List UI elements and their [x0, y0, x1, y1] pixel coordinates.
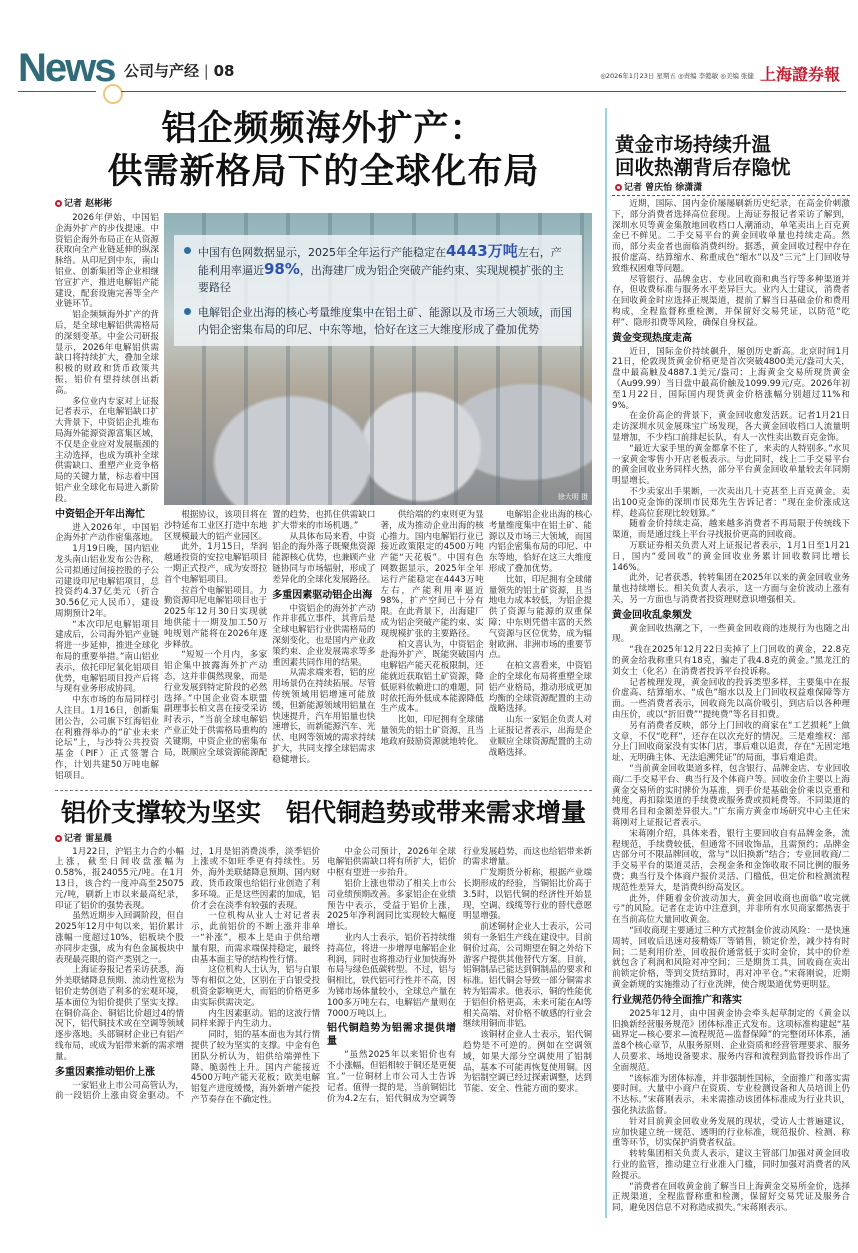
section-name: 公司与产经 [124, 62, 200, 80]
paragraph: 山东一家铝企负责人对上证报记者表示，出海是企业顺应全球资源配置的主动战略选择。 [488, 715, 592, 758]
paragraph: 不少卖家出手果断，一次卖出几十克甚至上百克黄金。卖出100克金饰的深圳市民郑先生告诉记者：“现在金价涨成这样，趁高位套现比较划算。” [612, 486, 850, 519]
paragraph: 比如，印尼拥有全球储量领先的铝土矿资源，且当地政府鼓励资源就地转化。 [380, 715, 484, 747]
paragraph: 虽然近期步入回调阶段，但自2025年12月中旬以来，铝价累计涨幅一度超过10%，铝板块个股亦同步走强，成为有色金属板块中表现最亮眼的资产类别之一。 [55, 911, 184, 965]
subheading: 黄金回收乱象频发 [612, 609, 692, 621]
paragraph: 电解铝企业出海的核心考量维度集中在铝土矿、能源以及市场三大领域，而国内铝企密集布局的印尼、中东等地，恰好在这三大维度形成了叠加优势。 [488, 510, 592, 574]
news-logo: News [18, 46, 115, 90]
paragraph: 这位机构人士认为，铝与白银等有相似之处，区别在于白银受投机资金影响更大，而铝的价格更多由实际供需决定。 [191, 965, 320, 1008]
paragraph: 该铜材企业人士表示，铝代铜趋势是不可逆的。例如在空调领域，如果大部分空调使用了铝制品，基本不可能再恢复使用铜。因为铝制空调已经过探索调整，达到节能、安全、性能方面的要求。 [463, 1030, 592, 1095]
right-article-body [612, 199, 850, 1214]
paragraph: 供给端的约束则更为显著，成为推动企业出海的核心推力。国内电解铝行业已接近政策限定的4500万吨产能“天花板”。中国有色网数据显示，2025年全年运行产能稳定在4443万吨左右，产能利用率逼近98%，扩产空间已十分有限。在此背景下，出海建厂成为铝企突破产能约束、实现规模扩张的主要路径。 [380, 510, 484, 639]
paragraph: 比如，印尼拥有全球储量领先的铝土矿资源，且当地电力成本较低，为铝企提供了资源与能源的双重保障；中东则凭借丰富的天然气资源与区位优势，成为辐射欧洲、非洲市场的重要节点。 [488, 574, 592, 661]
paragraph: 业内人士表示，铝价若持续维持高位，将进一步增厚电解铝企业利润，同时也将推动行业加快海外布局与绿色低碳转型。不过，铝与铜相比，铁代铝可行性并不高，因为锑市场体量较小，全球总产量在100多万吨左右，电解铝产量则在7000万吨以上。 [327, 933, 456, 1019]
paragraph: 中金公司预计，2026年全球电解铝供需缺口将有所扩大，铝价中枢有望进一步抬升。 [327, 846, 456, 879]
paragraph: 根据协议，该项目将在沙特延布工业区打造中东地区规模最大的铝产业园区。 [164, 510, 268, 542]
headline-line: 供需新格局下的全球化布局 [107, 152, 540, 192]
paragraph: 拉首个电解铝项目。力勤资源印尼电解铝项目也于2025年12月30日实现就地供能十一期及加工50万吨规划产能将在2026年逐步释放。 [164, 585, 268, 650]
paragraph: 宋蒋刚介绍，具体来看，银行主要回收自有品牌金条，流程规范，手续费较低，但通常不回收饰品，且需预约；品牌金店部分可不限品牌回收，常与“以旧换新”结合；专业回收商/二手交易平台的渠道灵活，会视金条和金饰收取不同比例的服务费；典当行及个体商户报价灵活、门槛低，但定价和检测流程规范性差异大，是消费纠纷高发区。 [612, 828, 850, 893]
dateline: ◎2026年1月23日 星期五 ◎责编 李懿敏 ◎美编 张健 [600, 72, 754, 80]
bottom-article-headline: 铝价支撑较为坚实 铝代铜趋势或带来需求增量 [60, 797, 586, 827]
top-article-right-part [164, 213, 592, 766]
photo-credit: 徐大明 摄 [557, 493, 588, 501]
subheading: 中资铝企开年出海忙 [55, 508, 145, 520]
paragraph: 进入2026年，中国铝企海外扩产动作密集落地。 [55, 522, 159, 544]
byline-separator [612, 195, 850, 196]
paragraph: “回收商现主要通过三种方式控制金价波动风险：一是快速周转，回收后迅速对接精炼厂等销售，锁定价差，减少持有时间；二是利用价差，回收报价通常低于实时金价，其中的价差就包含了利润和风险对冲空间；三是期货工具，回收商在卖出前锁定价格，等到交货结算时，再对冲平仓。”宋蒋刚说，近期黄金新规的实施推动了行业洗牌，使合规渠道优势更明显。 [612, 926, 850, 990]
paragraph: 此外，1月15日，华润越通投资的安拉电解铝项目一期正式投产，成为安哥拉首个电解铝项目。 [164, 542, 268, 585]
header-rule [121, 91, 846, 92]
paragraph: 一家铝业上市公司高管认为，前一段铝价上涨由资金驱动。不过，1月是铝消费淡季，淡季铝价上涨或不如旺季更有持续性。另外，海外美联储降息预期、国内财政、货币政策也给铝行业创造了利多环境。正是这些因素的加成，铝价才会在淡季有较强的表现。 [55, 846, 320, 1102]
subheading: 多重因素推动铝价上涨 [55, 1066, 155, 1078]
highlight-text: 电解铝企业出海的核心考量维度集中在铝土矿、能源以及市场三大领域，而国内铝企密集布局的印尼、中东等地，恰好在这三大维度形成了叠加优势 [198, 306, 572, 336]
right-article-byline [615, 182, 702, 194]
right-article-headline [615, 133, 845, 179]
paragraph: “短短一个月内，多家铝企集中披露海外扩产动态，这并非偶然现象，而是行业发展到特定阶段的必然选择。”中国企业资本联盟副理事长柏文喜在接受采访时表示，“当前全球电解铝产业正处于供需格局重构的关键期，中资企业的密集布局，既顺应全球资源能源配置的趋势，也抓住供需缺口扩大带来的市场机遇。” [164, 510, 376, 758]
top-article-grid [55, 213, 592, 782]
newspaper-logo: 上海證券報 [760, 65, 841, 84]
subheading: 黄金变现热度走高 [612, 332, 692, 344]
paragraph: 针对目前黄金回收业务发展的现状，受访人士普遍建议，应加快建立统一规范、透明的行业标准，规范报价、检测、称重等环节，切实保护消费者权益。 [612, 1116, 850, 1149]
paragraph: “本次印尼电解铝项目建成后，公司海外铝产业链将进一步延伸，推进全球化布局的重要举措。”南山铝业表示，依托印尼氧化铝项目优势，电解铝项目投产后将与现有业务形成协同。 [55, 619, 159, 695]
paragraph: 广发期货分析称，根据产业端长期形成的经验，当铜铝比价高于3.5时，以铝代铜的经济性开始显现，空调、线缆等行业的替代意愿明显增强。 [463, 868, 592, 922]
paragraph: 同时，铝的基本面也为其行情提供了较为坚实的支撑。中金有色团队分析认为，铝供给端弹性下降、脆弱性上升。国内产能接近4500万吨产能天花板；欧美电解铝复产进度缓慢，海外新增产能投产节奏存在不确定性。 [191, 1030, 320, 1105]
paragraph: 转转集团相关负责人表示，建议主管部门加强对黄金回收行业的监管，推动建立行业准入门槛，同时加强对消费者的风险提示。 [612, 1149, 850, 1181]
headline-line: 黄金市场持续升温 [615, 133, 772, 156]
top-article-byline [55, 198, 592, 210]
top-article-headline [55, 108, 592, 194]
paragraph: 内生因素驱动。铝的这波行情同样来源于内生动力。 [191, 1008, 320, 1030]
paragraph: 近日，国际金价持续飙升，屡创历史新高。北京时间1月21日，伦敦现货黄金价格更是首次突破4800美元/盎司大关，盘中最高触及4887.1美元/盎司；上海黄金交易所现货黄金（Au99.99）当日盘中最高价触及1099.99元/克。2026年初至1月22日，国际国内现货黄金价格涨幅分别超过11%和9%。 [612, 346, 850, 411]
headline-line: 铝企频频海外扩产： [161, 109, 486, 149]
paragraph: “当前黄金回收渠道多样，包含银行、品牌金店、专业回收商/二手交易平台、典当行及个体商户等。回收金价主要以上海黄金交易所的实时牌价为基准，到手价是基础金价乘以克重和纯度，再扣除渠道的手续费或服务费或损耗费等。不同渠道的费用名目和金额差异很大。”广东南方黄金市场研究中心主任宋蒋刚对上证报记者表示。 [612, 764, 850, 829]
paragraph: “该标准为团体标准，并非强制性国标，全面推广和落实需要时间。大量中小商户在资质、专业检测设备和人员培训上仍不达标。”宋蒋刚表示，未来需推动该团体标准成为行业共识，强化执法监督。 [612, 1073, 850, 1116]
headline-line: 回收热潮背后存隐忧 [615, 156, 791, 179]
speech-bubble-icon [103, 84, 123, 104]
paragraph: “消费者在回收黄金前了解当日上海黄金交易所金价，选择正规渠道，全程监督称重和检测，保留好交易凭证及服务合同，避免因信息不对称造成损失。”宋蒋刚表示。 [612, 1181, 850, 1214]
paragraph: 从具体布局来看，中资铝企的海外落子既聚焦资源能源核心优势，也兼顾产业链协同与市场辐射，形成了差异化的全球化发展路径。 [272, 531, 376, 585]
byline-text: 记者 雷星晨 [64, 833, 113, 844]
paragraph: 2026年伊始，中国铝企海外扩产的步伐提速。中资铝企海外布局正在从资源获取向全产业链延伸的纵深脉络。从印尼到中东，南山铝业、创新集团等企业相继官宣扩产，推进电解铝产能建设，配套设施完善等全产业链环节。 [55, 213, 159, 310]
bottom-article-body [55, 847, 592, 1106]
paragraph: 另有消费者反映，部分上门回收的商家在“工艺损耗”上做文章，不仅“吃秤”，还存在以次充好的情况。三是难维权：部分上门回收商家没有实体门店，事后难以追责，存在“无固定地址、无明确主体、无法追溯凭证”的局面，事后难追责。 [612, 720, 850, 764]
highlight-number: 4443万吨 [446, 242, 518, 260]
highlight-item [184, 304, 572, 338]
paragraph: “虽然2025年以来铝价也有不小涨幅，但铝相较于铜还是更便宜。”一位铜材上市公司人士告诉记者。值得一提的是，当前铜铝比价为4.2左右，铝代铜成为空调等行业发展趋势，而这也给铝带来新的需求增量。 [327, 846, 592, 1104]
highlight-text: ，出海建厂成为铝企突破产能约束、实现规模扩张的主要路径 [198, 264, 564, 294]
paragraph: 铝价上涨也带动了相关上市公司业绩预期改善。多家铝企在业绩预告中表示，受益于铝价上涨，2025年净利润同比实现较大幅度增长。 [327, 879, 456, 933]
paragraph: 在金价高企的背景下，黄金回收愈发活跃。记者1月21日走访深圳水贝金展珠宝广场发现，各大黄金回收档口人流量明显增加，不少档口前排起长队，有人一次性卖出数百克金饰。 [612, 411, 850, 443]
paragraph: 前述铜材企业人士表示，公司须有一条铝生产线在建设中。目前铜价过高，公司期望在铜之外给下游客户提供其他替代方案。目前，铝铜制品已能达到铜制品的要求和标准。铝代铜会导致一部分铜需求转为铝需求。他表示，铜的性能优于铝但价格更高，未来可能在AI等相关高端、对价格不敏感的行业会继续用铜而非铝。 [463, 922, 592, 1030]
paragraph: “我在2025年12月22日卖掉了上门回收的黄金，22.8克的黄金给我称重只有18克，骗走了我4.8克的黄金。”黑龙江的刘女士（化名）在消费者投诉平台投诉称。 [612, 645, 850, 677]
paragraph: 1月22日，沪铝主力合约小幅上涨，截至日间收盘涨幅为0.58%，报24055元/吨。在1月13日，该合约一度冲高至25075元/吨，刷新上市以来最高纪录，印证了铝价的强势表现。 [55, 846, 184, 911]
paragraph: 上海证券报记者采访获悉，海外美联储降息预期、流动性宽松为铝价走势创造了利多的宏观环境，基本面位为铝价提供了坚实支撑。在铜价高企、铜铝比价超过4的情况下，铝代铜技术或在空调等领域逐步落地。头部铜材企业已有铝产线布局，或成为铝带来新的需求增量。 [55, 965, 184, 1062]
paragraph: 尽管银行、品牌金店、专业回收商和典当行等多种渠道并存，但收费标准与服务水平差异巨大。业内人士建议，消费者在回收黄金时应选择正规渠道，提前了解当日基础金价和费用构成，全程监督称重检测，并保留好交易凭证，以防范“吃秤”、隐形扣费等风险，确保自身权益。 [612, 274, 850, 328]
header-rule [18, 91, 96, 92]
highlight-text: 左右，产能利用率逼近 [198, 246, 562, 277]
paragraph: 此外，记者获悉，转转集团在2025年以来的黄金回收业务量也持续增长。相关负责人表示，这一方面与金价波动上涨有关，另一方面也与消费者投资理财意识增强相关。 [612, 573, 850, 605]
byline-marker-icon [55, 200, 62, 207]
paragraph: 2025年12月，由中国黄金协会牵头起草制定的《黄金以旧换新经营服务规范》团体标准正式发布。这项标准构建起“基础界定—核心要求—流程规范—监督保障”的完整闭环体系，涵盖8个核心章节，从服务原则、企业资质和经营管理要求、服务人员要求、场地设备要求、服务内容和流程到监督投诉作出了全面规范。 [612, 1008, 850, 1073]
paragraph: 随着金价持续走高，越来越多消费者不再局限于传统线下渠道，而是通过线上平台寻找报价更高的回收商。 [612, 519, 850, 541]
highlight-item [184, 243, 572, 296]
byline-marker-icon [55, 835, 62, 842]
bottom-article-byline [55, 833, 592, 845]
byline-text: 记者 曾庆怡 徐潇潇 [624, 183, 703, 193]
paragraph: 黄金回收热潮之下，一些黄金回收商的违规行为也随之出现。 [612, 623, 850, 645]
highlight-number: 98% [264, 260, 300, 278]
paragraph: 铝企频频海外扩产的背后，是全球电解铝供需格局的深刻变革。中金公司研报显示，2026年电解铝供需缺口将持续扩大，叠加全球积极的财政和货币政策共振，铝价有望持续创出新高。 [55, 310, 159, 396]
paragraph: 柏文喜认为，中资铝企赴海外扩产，既能突破国内电解铝产能天花板限制，还能就近获取铝土矿资源，降低原料依赖进口的难题，同时依托海外低成本能源降低生产成本。 [380, 639, 484, 715]
bullet-icon [184, 247, 191, 254]
page-number: 08 [213, 62, 235, 80]
subheading: 行业规范仍待全面推广和落实 [612, 994, 742, 1006]
byline-marker-icon [615, 184, 622, 191]
subheading: 多重因素驱动铝企出海 [272, 589, 373, 601]
paragraph: 多位业内专家对上证报记者表示，在电解铝缺口扩大背景下，中资铝企扎堆布局海外能源资源富集区域，不仅是企业应对发展瓶颈的主动选择，也成为填补全球供需缺口、重塑产业竞争格局的关键力量，标志着中国铝产业全球化布局进入新阶段。 [55, 396, 159, 504]
subheading: 铝代铜趋势为铝需求提供增量 [327, 1023, 456, 1048]
top-article-columns [164, 510, 592, 766]
paragraph: 一位机构从业人士对记者表示，此前铝价的不断上涨并非单一“补涨”，根本上是由于供给增量有限，而需求端保持稳定，最终由基本面主导的结构性行情。 [191, 911, 320, 965]
bullet-icon [184, 308, 191, 315]
column-divider [605, 108, 607, 1218]
paragraph: 从需求端来看，铝的应用场景仍在持续拓展。尽管传统领域用铝增速可能放缓，但新能源领域用铝量在快速提升，汽车用铝量也快速增长，而新能源汽车、光伏、电网等领域的需求持续扩大，共同支撑全球铝需求稳健增长。 [272, 668, 376, 765]
paragraph: 万联证券相关负责人对上证报记者表示，1月1日至1月21日，国内“爱回收”的黄金回收业务累计回收数同比增长146%。 [612, 540, 850, 573]
section-title: 公司与产经 | 08 [124, 62, 235, 80]
byline-text: 记者 赵彬彬 [64, 199, 113, 209]
paragraph: 在柏文喜看来，中资铝企的全球化布局将重塑全球铝产业格局，推动形成更加均衡的全球资源配置的主动战略选择。 [488, 661, 592, 715]
paragraph: “最近大家手里的黄金都拿不住了，来卖的人特别多。”水贝一家黄金零售小开店老板表示。与此同时，线上二手交易平台的黄金回收业务同样火热，部分平台黄金回收单量较去年同期明显增长。 [612, 443, 850, 487]
factory-photo [164, 213, 592, 505]
paragraph: 记者梳理发现，黄金回收的投诉类型多样，主要集中在报价虚高、结算缩水、“成色”缩水以及上门回收权益难保障等方面。一些消费者表示，回收商先以高价吸引，到店后以各种理由压价，或以“折旧费”“提纯费”等名目扣费。 [612, 677, 850, 721]
left-area [55, 108, 592, 1106]
top-article-left-column [55, 213, 159, 782]
highlight-text: 中国有色网数据显示，2025年全年运行产能稳定在 [198, 246, 446, 259]
article-separator [55, 790, 592, 791]
paragraph: 中东市场的布局同样引人注目。1月16日，创新集团公告，公司旗下红海铝业在利雅得举办的“矿业未来论坛”上，与沙特公共投资基金（PIF）正式签署合作，计划共建50万吨电解铝项目。 [55, 695, 159, 781]
paragraph: 1月19日晚，国内铝业龙头南山铝业发布公告称，公司拟通过间接控股的子公司建设印尼电解铝项目，总投资约4.37亿美元（折合30.56亿元人民币），建设周期预计2年。 [55, 544, 159, 619]
paragraph: 此外，伴随着金价波动加大，黄金回收商也面临“收完就亏”的风险。记者在走访中注意到，并非所有水贝商家都热衷于在当前高位大量回收黄金。 [612, 893, 850, 926]
paragraph: 近期，国际、国内金价屡屡刷新历史纪录，在高金价刺激下，部分消费者选择高位套现。上海证券报记者采访了解到，深圳水贝等黄金集散地回收档口人潮涌动，单笔卖出上百克黄金已不鲜见。二手交易平台的黄金回收单量也持续走高。然而，部分卖金者也面临消费纠纷。据悉，黄金回收过程中存在报价虚高、结算缩水、称重成色“缩水”以及“三元”上门回收导致维权困难等问题。 [612, 199, 850, 274]
paragraph: 中资铝企的海外扩产动作并非孤立事件，其背后是全球电解铝行业供需格局的深刻变化，也是国内产业政策约束、企业发展需求等多重因素共同作用的结果。 [272, 603, 376, 668]
highlight-box [174, 235, 582, 346]
